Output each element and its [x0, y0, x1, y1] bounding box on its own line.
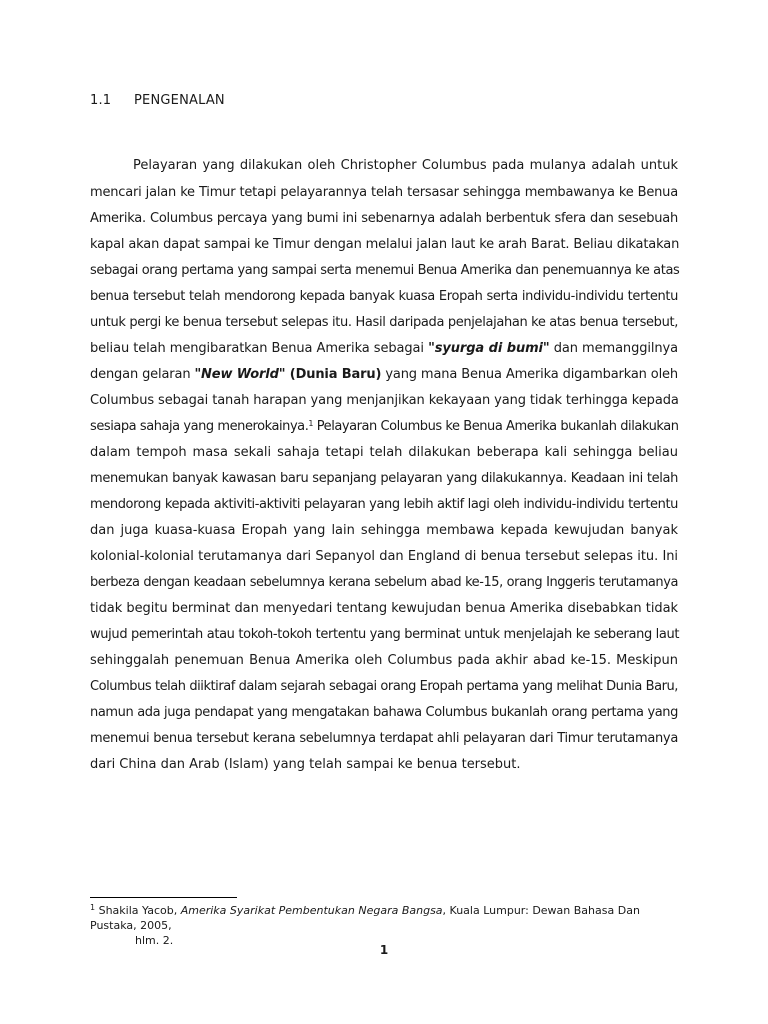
- section-number: 1.1: [90, 93, 112, 108]
- paragraph-line: dalam tempoh masa sekali sahaja tetapi telah dilakukan beberapa kali sehingga beliau: [90, 445, 678, 460]
- paragraph-line: dan juga kuasa-kuasa Eropah yang lain sehingga membawa kepada kewujudan banyak: [90, 523, 678, 538]
- paragraph-line: dari China dan Arab (Islam) yang telah sampai ke benua tersebut.: [90, 757, 521, 772]
- footnote-pages: hlm. 2.: [135, 934, 174, 947]
- paragraph-line: sebagai orang pertama yang sampai serta menemui Benua Amerika dan penemuannya ke atas: [90, 263, 680, 278]
- footnote-book-title: Amerika Syarikat Pembentukan Negara Bangsa: [180, 904, 443, 917]
- paragraph-line: untuk pergi ke benua tersebut selepas itu. Hasil daripada penjelajahan ke atas benua tersebut,: [90, 315, 678, 330]
- paragraph-line: wujud pemerintah atau tokoh-tokoh tertentu yang berminat untuk menjelajah ke seberang laut: [90, 627, 680, 642]
- paragraph-line: [90, 366, 678, 383]
- paragraph-line: mencari jalan ke Timur tetapi pelayarannya telah tersasar sehingga membawanya ke Benua: [90, 185, 678, 200]
- text-run: beliau telah mengibaratkan Benua Amerika sebagai: [90, 341, 429, 356]
- paragraph-line: Pelayaran yang dilakukan oleh Christopher Columbus pada mulanya adalah untuk: [133, 158, 678, 173]
- footnote-publisher: , Kuala Lumpur: Dewan Bahasa Dan Pustaka, 2005,: [90, 904, 640, 932]
- text-run: dengan gelaran: [90, 367, 195, 382]
- section-title: PENGENALAN: [134, 93, 225, 108]
- emphasis-dunia-baru: (Dunia Baru): [285, 367, 382, 382]
- paragraph-line: mendorong kepada aktiviti-aktiviti pelayaran yang lebih aktif lagi oleh individu-individu tertentu: [90, 497, 678, 512]
- emphasis-new-world: "New World": [194, 367, 286, 382]
- paragraph-line: kapal akan dapat sampai ke Timur dengan melalui jalan laut ke arah Barat. Beliau dikatakan: [90, 237, 680, 252]
- footnote-reference: 1: [308, 419, 314, 428]
- paragraph-line: Columbus sebagai tanah harapan yang menjanjikan kekayaan yang tidak terhingga kepada: [90, 393, 679, 408]
- footnote-separator: [90, 897, 237, 898]
- footnote-mark: 1: [90, 903, 96, 912]
- emphasis-syurga-di-bumi: "syurga di bumi": [428, 341, 550, 356]
- paragraph-line: sehinggalah penemuan Benua Amerika oleh Columbus pada akhir abad ke-15. Meskipun: [90, 653, 678, 668]
- text-run: dan memanggilnya: [549, 341, 678, 356]
- paragraph-line: [90, 418, 678, 435]
- paragraph-line: Columbus telah diiktiraf dalam sejarah sebagai orang Eropah pertama yang melihat Dunia Baru,: [90, 679, 678, 694]
- paragraph-line: benua tersebut telah mendorong kepada banyak kuasa Eropah serta individu-individu tertentu: [90, 289, 678, 304]
- paragraph-line: menemui benua tersebut kerana sebelumnya terdapat ahli pelayaran dari Timur terutamanya: [90, 731, 678, 746]
- paragraph-line: Amerika. Columbus percaya yang bumi ini sebenarnya adalah berbentuk sfera dan sesebuah: [90, 211, 678, 226]
- page-number: 1: [379, 943, 389, 957]
- paragraph-line: namun ada juga pendapat yang mengatakan bahawa Columbus bukanlah orang pertama yang: [90, 705, 678, 720]
- section-heading: [90, 93, 225, 108]
- text-run: Pelayaran Columbus ke Benua Amerika bukanlah dilakukan: [313, 419, 679, 434]
- paragraph-line: kolonial-kolonial terutamanya dari Sepanyol dan England di benua tersebut selepas itu. Ini: [90, 549, 678, 564]
- text-run: yang mana Benua Amerika digambarkan oleh: [381, 367, 678, 382]
- footnote: [90, 903, 680, 948]
- text-run: sesiapa sahaja yang menerokainya.: [90, 419, 309, 434]
- paragraph-line: [90, 340, 678, 357]
- footnote-author: Shakila Yacob,: [95, 904, 181, 917]
- paragraph-line: tidak begitu berminat dan menyedari tentang kewujudan benua Amerika disebabkan tidak: [90, 601, 678, 616]
- paragraph-line: berbeza dengan keadaan sebelumnya kerana sebelum abad ke-15, orang Inggeris terutamanya: [90, 575, 678, 590]
- paragraph-line: menemukan banyak kawasan baru sepanjang pelayaran yang dilakukannya. Keadaan ini telah: [90, 471, 678, 486]
